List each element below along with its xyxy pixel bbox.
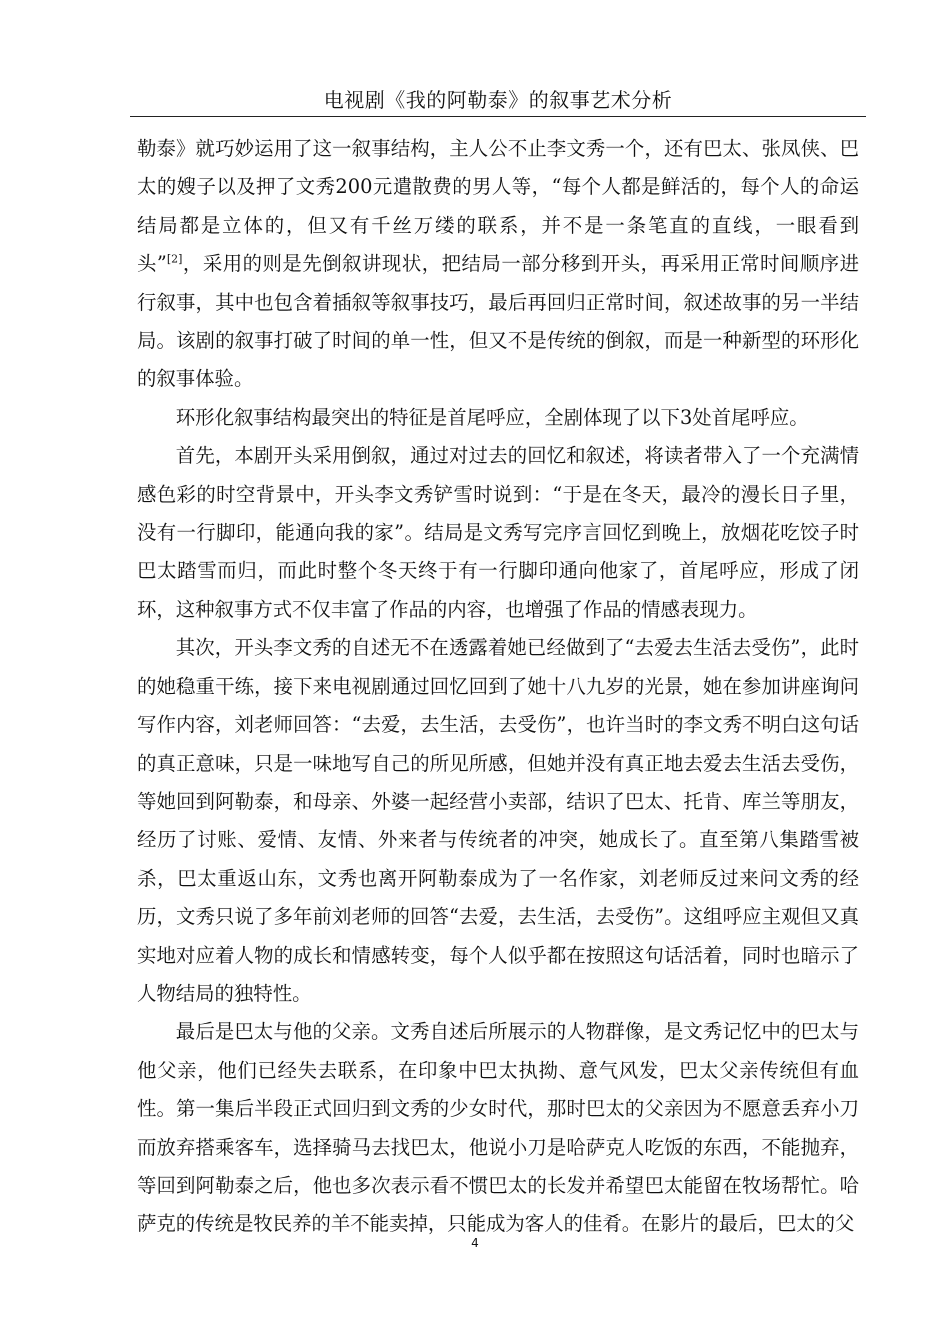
paragraph: 其次，开头李文秀的自述无不在透露着她已经做到了“去爱去生活去受伤”，此时的她稳重干练，接下来电视剧通过回忆回到了她十八九岁的光景，她在参加讲座询问写作内容，刘老师回答：“去爱，去生活，去受伤”，也许当时的李文秀不明白这句话的真正意味，只是一味地写自己的所见所感，但她并没有真正地去爱去生活去受伤，等她回到阿勒泰，和母亲、外婆一起经营小卖部，结识了巴太、托肯、库兰等朋友，经历了讨账、爱情、友情、外来者与传统者的冲突，她成长了。直至第八集踏雪被杀，巴太重返山东，文秀也离开阿勒泰成为了一名作家，刘老师反过来问文秀的经历，文秀只说了多年前刘老师的回答“去爱，去生活，去受伤”。这组呼应主观但又真实地对应着人物的成长和情感转变，每个人似乎都在按照这句话活着，同时也暗示了人物结局的独特性。 bbox=[137, 636, 859, 1005]
page-header-title: 电视剧《我的阿勒泰》的叙事艺术分析 bbox=[323, 88, 673, 112]
paragraph-continuation bbox=[137, 130, 859, 399]
header-divider bbox=[130, 116, 866, 117]
paragraph: 首先，本剧开头采用倒叙，通过对过去的回忆和叙述，将读者带入了一个充满情感色彩的时空背景中，开头李文秀铲雪时说到：“于是在冬天，最冷的漫长日子里，没有一行脚印，能通向我的家”。结局是文秀写完序言回忆到晚上，放烟花吃饺子时巴太踏雪而归，而此时整个冬天终于有一行脚印通向他家了，首尾呼应，形成了闭环，这种叙事方式不仅丰富了作品的内容，也增强了作品的情感表现力。 bbox=[137, 444, 859, 621]
page-number: 4 bbox=[471, 1236, 479, 1250]
citation-reference: [2] bbox=[166, 252, 183, 266]
paragraph-text: ，采用的则是先倒叙讲现状，把结局一部分移到开头，再采用正常时间顺序进行叙事，其中也包含着插叙等叙事技巧，最后再回归正常时间，叙述故事的另一半结局。该剧的叙事打破了时间的单一性，但又不是传统的倒叙，而是一种新型的环形化的叙事体验。 bbox=[137, 252, 860, 391]
paragraph: 最后是巴太与他的父亲。文秀自述后所展示的人物群像，是文秀记忆中的巴太与他父亲，他们已经失去联系，在印象中巴太执拗、意气风发，巴太父亲传统但有血性。第一集后半段正式回归到文秀的少女时代，那时巴太的父亲因为不愿意丢弃小刀而放弃搭乘客车，选择骑马去找巴太，他说小刀是哈萨克人吃饭的东西，不能抛弃，等回到阿勒泰之后，他也多次表示看不惯巴太的长发并希望巴太能留在牧场帮忙。哈萨克的传统是牧民养的羊不能卖掉，只能成为客人的佳肴。在影片的最后，巴太的父 bbox=[137, 1020, 859, 1236]
paragraph-text: 勒泰》就巧妙运用了这一叙事结构，主人公不止李文秀一个，还有巴太、张凤侠、巴太的嫂子以及押了文秀200元遣散费的男人等，“每个人都是鲜活的，每个人的命运结局都是立体的，但又有千丝万缕的联系，并不是一条笔直的直线，一眼看到头” bbox=[137, 137, 859, 276]
body-text bbox=[137, 130, 859, 1244]
paragraph: 环形化叙事结构最突出的特征是首尾呼应，全剧体现了以下3处首尾呼应。 bbox=[175, 405, 809, 429]
